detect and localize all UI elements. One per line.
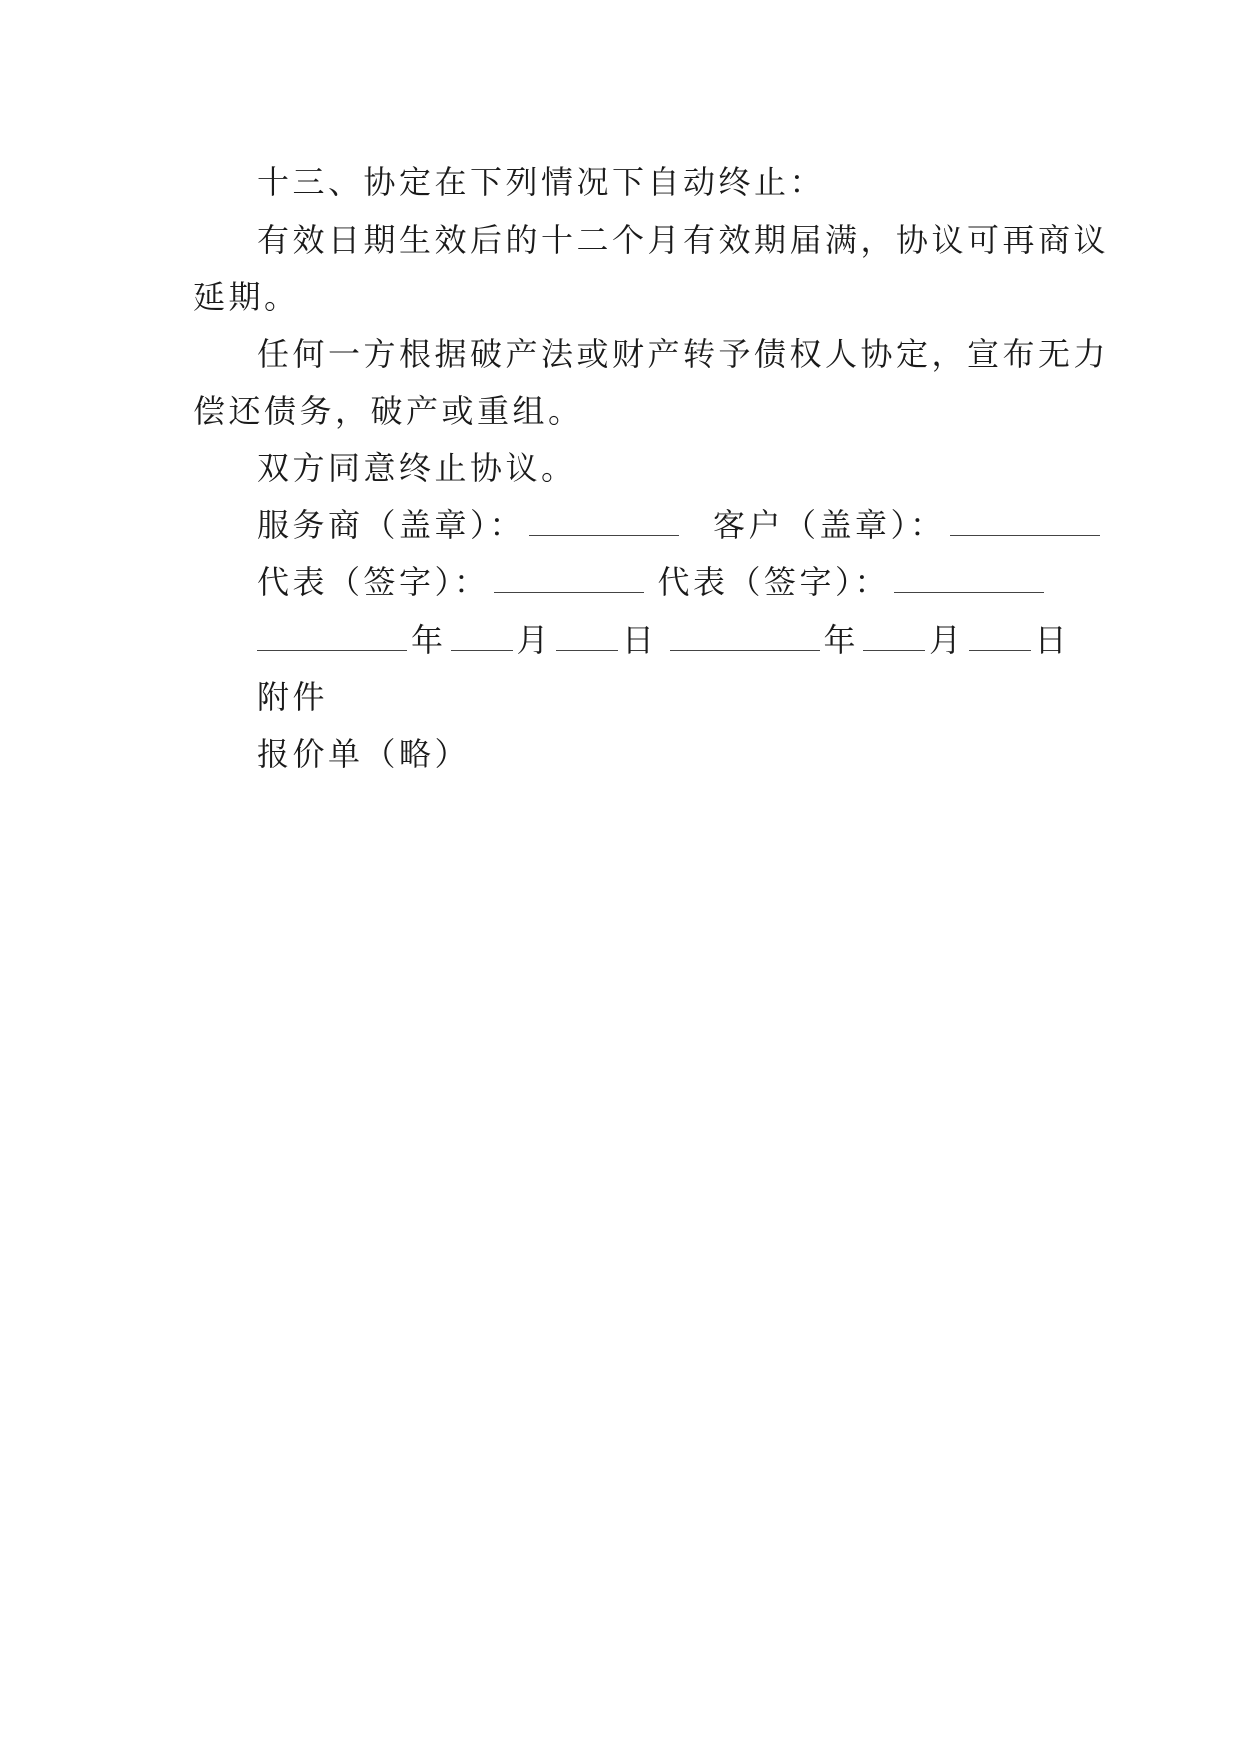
client-month-blank[interactable]: [863, 622, 925, 651]
provider-rep-blank[interactable]: [494, 564, 644, 593]
provider-year-label: 年: [411, 621, 447, 659]
clause-13-item3: 双方同意终止协议。: [257, 449, 577, 487]
client-year-blank[interactable]: [670, 622, 820, 651]
client-rep-blank[interactable]: [894, 564, 1044, 593]
client-year-label: 年: [823, 621, 860, 659]
client-seal-blank[interactable]: [950, 507, 1100, 536]
attachments-heading: 附件: [257, 678, 329, 716]
provider-seal-label: 服务商（盖章）：: [257, 506, 526, 544]
provider-month-blank[interactable]: [451, 622, 513, 651]
representative-row: [257, 560, 1048, 604]
client-day-blank[interactable]: [969, 622, 1031, 651]
provider-day-label: 日: [622, 621, 658, 659]
clause-13-item2-line2: 偿还债务，破产或重组。: [193, 392, 584, 430]
date-row: [257, 618, 1070, 662]
provider-day-blank[interactable]: [556, 622, 618, 651]
client-seal-label: 客户（盖章）：: [713, 506, 946, 544]
clause-13-item1-line1: 有效日期生效后的十二个月有效期届满，协议可再商议: [257, 221, 1110, 259]
provider-year-blank[interactable]: [257, 622, 407, 651]
client-rep-label: 代表（签字）：: [657, 563, 891, 601]
provider-month-label: 月: [516, 621, 553, 659]
seal-row: [257, 503, 1104, 547]
clause-13-item2-line1: 任何一方根据破产法或财产转予债权人协定，宣布无力: [257, 335, 1110, 373]
clause-13-item1-line2: 延期。: [193, 278, 300, 316]
client-month-label: 月: [929, 621, 965, 659]
provider-seal-blank[interactable]: [529, 507, 679, 536]
client-day-label: 日: [1034, 621, 1071, 659]
attachment-item: 报价单（略）: [257, 735, 471, 773]
clause-13-heading: 十三、协定在下列情况下自动终止：: [257, 163, 826, 201]
provider-rep-label: 代表（签字）：: [257, 563, 490, 601]
